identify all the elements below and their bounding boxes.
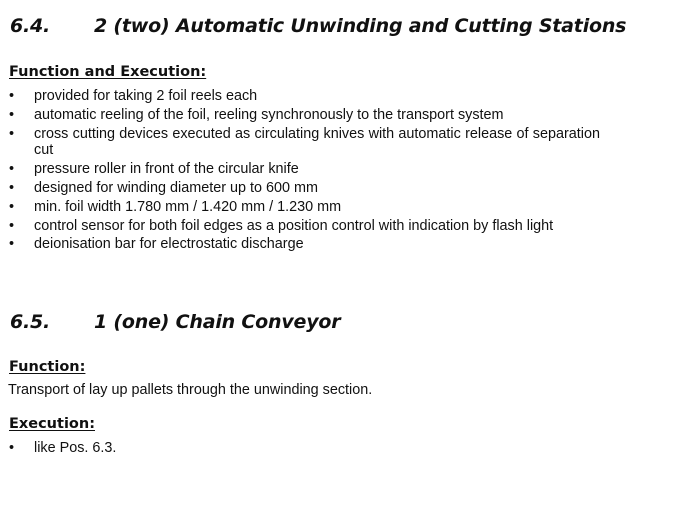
list-item: • deionisation bar for electrostatic discharge (9, 236, 304, 253)
bullet-icon: • (9, 125, 15, 142)
list-item: • cross cutting devices executed as circulating knives with automatic release of separation cut (9, 125, 600, 158)
bullet-icon: • (9, 106, 15, 123)
function-and-execution-heading: Function and Execution: (9, 64, 207, 80)
bullet-icon: • (9, 160, 15, 177)
section-title: 1 (one) Chain Conveyor (94, 311, 341, 333)
bullet-icon: • (9, 179, 15, 196)
function-text: Transport of lay up pallets through the unwinding section. (8, 382, 373, 398)
bullet-icon: • (9, 198, 15, 215)
list-item: • like Pos. 6.3. (9, 440, 117, 456)
bullet-icon: • (9, 217, 15, 234)
section-6-5-heading (10, 311, 340, 333)
function-heading: Function: (9, 359, 86, 375)
list-item: • provided for taking 2 foil reels each (9, 88, 258, 104)
bullet-icon: • (9, 440, 15, 456)
section-6-4-bullet-list (0, 88, 600, 255)
bullet-icon: • (9, 88, 15, 104)
list-item: • control sensor for both foil edges as a position control with indication by flash light (9, 217, 554, 234)
section-number: 6.4. (10, 15, 51, 37)
list-item: • pressure roller in front of the circular knife (9, 160, 299, 177)
execution-bullet-list (0, 440, 600, 459)
bullet-icon: • (9, 236, 15, 253)
list-item: • min. foil width 1.780 mm / 1.420 mm / 1.230 mm (9, 198, 342, 215)
section-6-4-heading (10, 15, 626, 37)
execution-heading: Execution: (9, 416, 95, 432)
section-title: 2 (two) Automatic Unwinding and Cutting Stations (94, 15, 627, 37)
section-number: 6.5. (10, 311, 51, 333)
list-item: • automatic reeling of the foil, reeling synchronously to the transport system (9, 106, 504, 123)
list-item: • designed for winding diameter up to 600 mm (9, 179, 318, 196)
